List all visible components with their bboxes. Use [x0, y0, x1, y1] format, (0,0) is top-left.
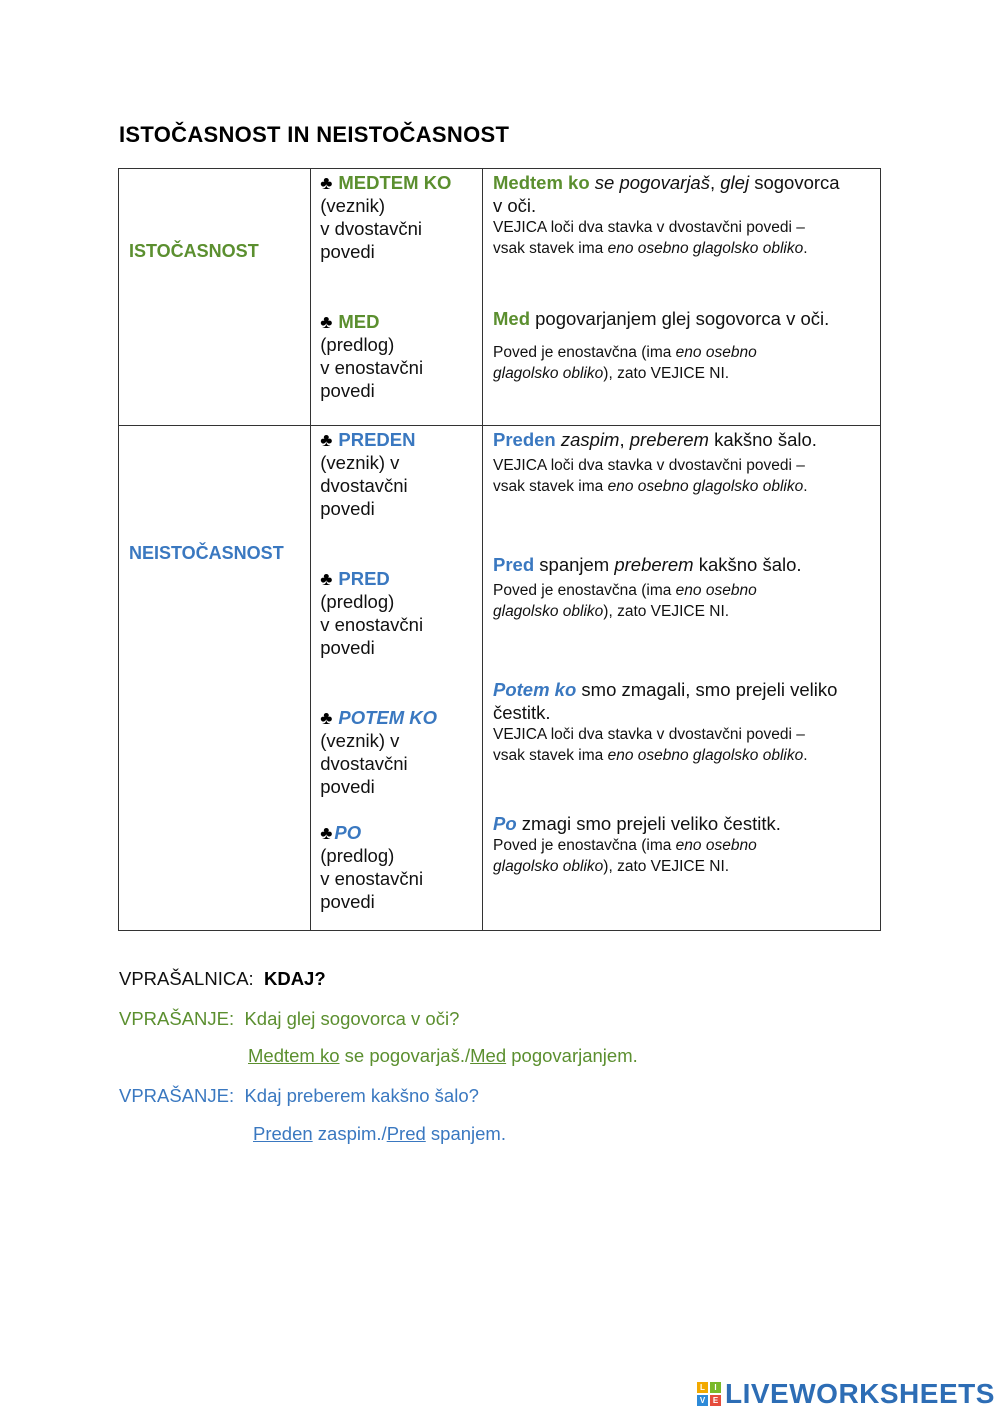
example-text: ,: [619, 429, 625, 450]
keyword-cell: [311, 169, 483, 426]
club-icon: ♣: [320, 707, 333, 728]
example-keyword: Po: [493, 813, 517, 834]
keyword-label: MED: [338, 311, 380, 332]
example-pred: [483, 497, 880, 622]
logo-block: I: [710, 1382, 721, 1393]
example-potem-ko: [483, 622, 880, 766]
keyword-desc: (predlog): [320, 334, 395, 355]
keyword-desc: (veznik): [320, 195, 386, 216]
keyword-label: MEDTEM KO: [338, 172, 452, 193]
example-text: kakšno šalo.: [698, 554, 802, 575]
club-icon: ♣: [320, 429, 333, 450]
keyword-desc: (veznik) v: [320, 730, 400, 751]
keyword-desc: (veznik) v: [320, 452, 400, 473]
club-icon: ♣: [320, 172, 333, 193]
answer-keyword: Med: [470, 1045, 507, 1066]
example-note: eno osebno: [675, 344, 757, 361]
example-text: zmagi smo prejeli veliko čestitk.: [521, 813, 781, 834]
example-note: .: [803, 240, 808, 257]
question-text: Kdaj glej sogovorca v oči?: [244, 1008, 460, 1029]
keyword-label: POTEM KO: [338, 707, 438, 728]
answer-keyword: Preden: [253, 1123, 313, 1144]
answer-text: se pogovarjaš./: [344, 1045, 471, 1066]
liveworksheets-logo: [697, 1378, 995, 1410]
example-note: VEJICA loči dva stavka v dvostavčni povedi –: [493, 457, 805, 474]
example-note: eno osebno glagolsko obliko: [607, 478, 804, 495]
example-text: kakšno šalo.: [714, 429, 817, 450]
keyword-medtem-ko: [311, 169, 482, 263]
club-icon: ♣: [320, 822, 333, 843]
example-note: ), zato VEJICE NI.: [603, 858, 730, 875]
keyword-desc: (predlog): [320, 591, 395, 612]
club-icon: ♣: [320, 311, 333, 332]
example-text: zaspim: [560, 429, 620, 450]
logo-block: L: [697, 1382, 708, 1393]
example-note: eno osebno glagolsko obliko: [607, 747, 804, 764]
logo-block: E: [710, 1395, 721, 1406]
question-1: [119, 1008, 459, 1030]
example-preden: [483, 426, 880, 497]
example-keyword: Potem ko: [493, 679, 577, 700]
keyword-desc: povedi: [320, 380, 375, 401]
example-text: glej: [720, 172, 750, 193]
keyword-desc: (predlog): [320, 845, 395, 866]
example-keyword: Med: [493, 308, 530, 329]
category-neistocasnost: NEISTOČASNOST: [129, 543, 284, 563]
example-note: vsak stavek ima: [493, 747, 604, 764]
vprasalnica-value: KDAJ?: [263, 968, 326, 989]
example-med: [483, 259, 880, 384]
example-keyword: Pred: [493, 554, 535, 575]
example-cell: [483, 426, 881, 931]
answer-text: pogovarjanjem.: [511, 1045, 638, 1066]
example-text: pogovarjanjem glej sogovorca v oči.: [535, 308, 830, 329]
example-text: se pogovarjaš: [594, 172, 710, 193]
keyword-pred: [311, 520, 482, 659]
answer-1: [248, 1045, 638, 1067]
example-note: eno osebno glagolsko obliko: [607, 240, 804, 257]
keyword-desc: povedi: [320, 776, 375, 797]
vprasalnica-line: [119, 968, 326, 990]
keyword-desc: v dvostavčni: [320, 218, 423, 239]
example-note: Poved je enostavčna (ima: [493, 344, 672, 361]
example-note: eno osebno: [675, 837, 757, 854]
answer-keyword: Medtem ko: [248, 1045, 340, 1066]
keyword-med: [311, 263, 482, 402]
answer-keyword: Pred: [386, 1123, 426, 1144]
example-keyword: Preden: [493, 429, 556, 450]
keyword-desc: v enostavčni: [320, 868, 424, 889]
keyword-desc: v enostavčni: [320, 357, 424, 378]
answer-2: [253, 1123, 506, 1145]
example-note: ), zato VEJICE NI.: [603, 365, 730, 382]
keyword-desc: dvostavčni: [320, 753, 408, 774]
example-note: eno osebno: [675, 582, 757, 599]
example-note: vsak stavek ima: [493, 478, 604, 495]
question-label: VPRAŠANJE:: [119, 1008, 235, 1029]
example-cell: [483, 169, 881, 426]
example-text: spanjem: [539, 554, 610, 575]
example-note: glagolsko obliko: [493, 603, 604, 620]
example-note: Poved je enostavčna (ima: [493, 837, 672, 854]
example-text: smo zmagali, smo prejeli veliko: [581, 679, 838, 700]
question-text: Kdaj preberem kakšno šalo?: [244, 1085, 479, 1106]
category-cell: [119, 426, 311, 931]
example-text: v oči.: [493, 195, 537, 216]
logo-text: LIVEWORKSHEETS: [725, 1378, 995, 1409]
example-text: ,: [709, 172, 716, 193]
logo-block: V: [697, 1395, 708, 1406]
conjunction-table: [118, 168, 881, 931]
keyword-desc: povedi: [320, 498, 375, 519]
page-title: ISTOČASNOST IN NEISTOČASNOST: [119, 122, 510, 147]
example-note: glagolsko obliko: [493, 365, 604, 382]
keyword-preden: [311, 426, 482, 520]
keyword-po: [311, 798, 482, 913]
example-note: ), zato VEJICE NI.: [603, 603, 730, 620]
question-2: [119, 1085, 479, 1107]
keyword-desc: povedi: [320, 637, 375, 658]
keyword-desc: dvostavčni: [320, 475, 408, 496]
keyword-label: PREDEN: [338, 429, 416, 450]
example-text: preberem: [614, 554, 694, 575]
keyword-label: PRED: [338, 568, 390, 589]
keyword-desc: povedi: [320, 241, 375, 262]
keyword-cell: [311, 426, 483, 931]
example-note: VEJICA loči dva stavka v dvostavčni povedi –: [493, 726, 805, 743]
vprasalnica-label: VPRAŠALNICA:: [119, 968, 254, 989]
example-note: Poved je enostavčna (ima: [493, 582, 672, 599]
keyword-label: PO: [334, 822, 362, 843]
logo-blocks-icon: [697, 1382, 721, 1406]
example-note: vsak stavek ima: [493, 240, 604, 257]
example-text: čestitk.: [493, 702, 551, 723]
category-istocasnost: ISTOČASNOST: [129, 241, 259, 261]
example-keyword: Medtem ko: [493, 172, 590, 193]
example-text: preberem: [629, 429, 709, 450]
category-cell: [119, 169, 311, 426]
example-note: glagolsko obliko: [493, 858, 604, 875]
club-icon: ♣: [320, 568, 333, 589]
answer-text: zaspim./: [317, 1123, 387, 1144]
keyword-potem-ko: [311, 659, 482, 798]
example-po: [483, 766, 880, 877]
keyword-desc: povedi: [320, 891, 375, 912]
keyword-desc: v enostavčni: [320, 614, 424, 635]
answer-text: spanjem.: [430, 1123, 506, 1144]
example-note: .: [803, 478, 808, 495]
table-row-istocasnost: [119, 169, 881, 426]
table-row-neistocasnost: [119, 426, 881, 931]
example-note: .: [803, 747, 808, 764]
example-medtem-ko: [483, 169, 880, 259]
example-note: VEJICA loči dva stavka v dvostavčni povedi –: [493, 219, 805, 236]
example-text: sogovorca: [754, 172, 840, 193]
question-label: VPRAŠANJE:: [119, 1085, 235, 1106]
